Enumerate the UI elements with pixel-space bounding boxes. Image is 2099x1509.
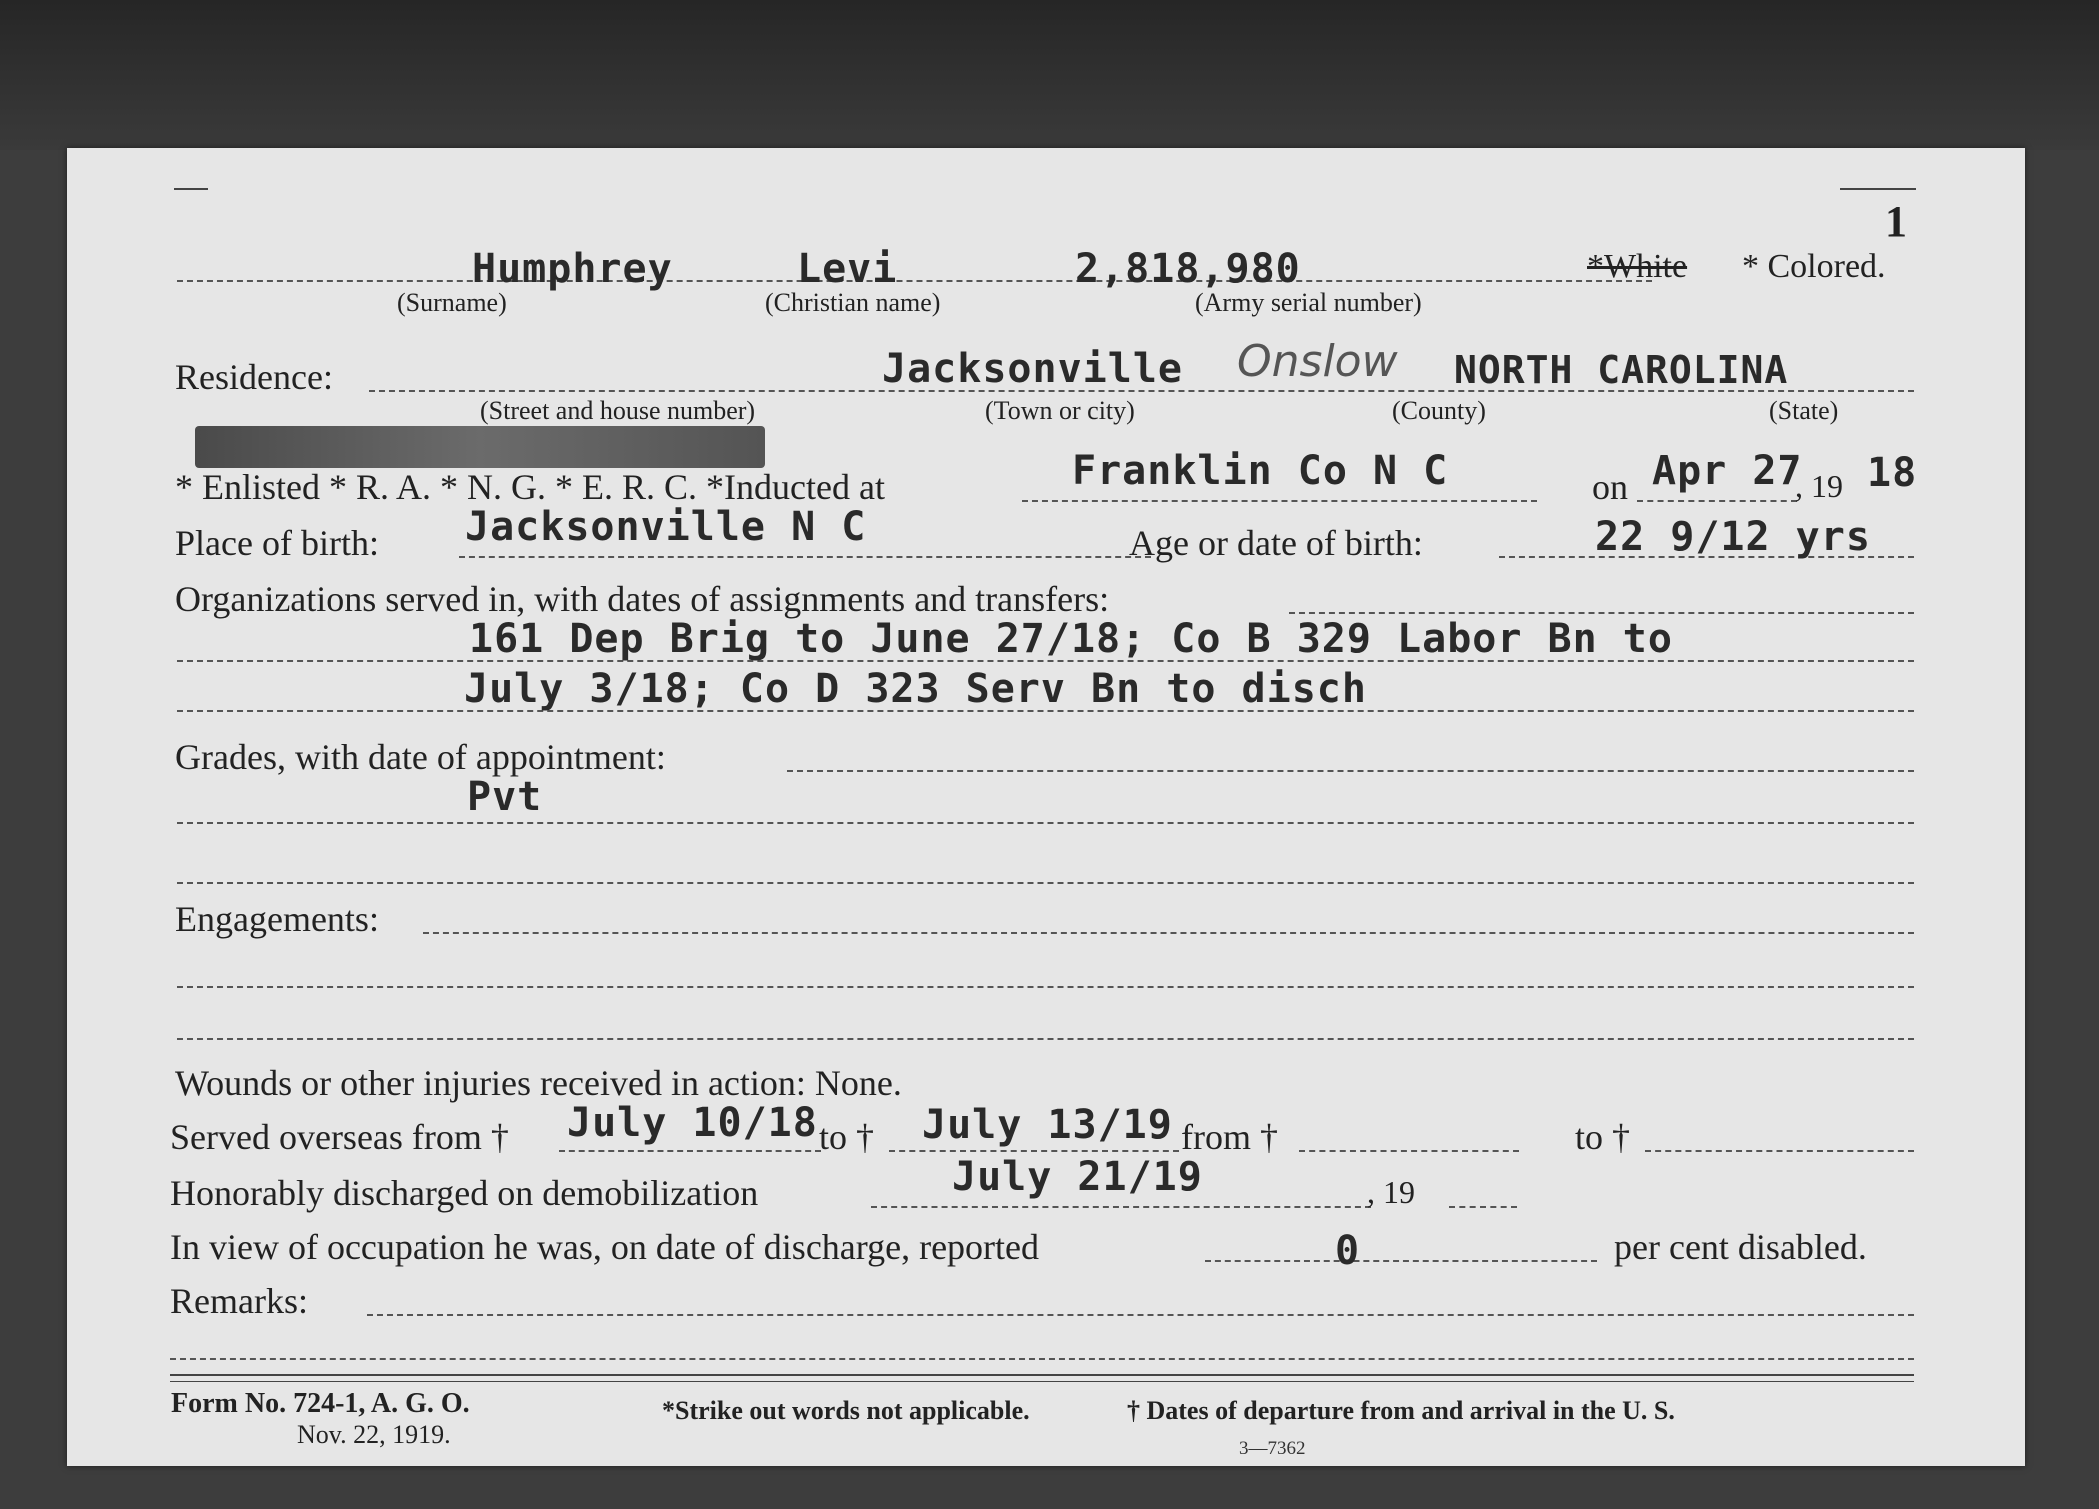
strike-note: *Strike out words not applicable.	[662, 1396, 1030, 1425]
engagements-line-2	[177, 1038, 1914, 1040]
overseas-to1-line	[889, 1150, 1179, 1152]
organizations-line2-text: July 3/18; Co D 323 Serv Bn to disch	[464, 666, 1367, 712]
footer-rule-bottom	[170, 1381, 1914, 1382]
service-record-card	[67, 148, 2025, 1466]
engagements-label: Engagements:	[175, 899, 379, 939]
remarks-line-0	[367, 1314, 1914, 1316]
disability-suffix: per cent disabled.	[1614, 1227, 1867, 1267]
organizations-line1-text: 161 Dep Brig to June 27/18; Co B 329 Labor Bn to	[469, 616, 1673, 662]
town-caption: (Town or city)	[985, 396, 1135, 425]
inducted-at-value: Franklin Co N C	[1072, 448, 1449, 494]
grades-value: Pvt	[467, 774, 543, 820]
race-white-label: *White	[1587, 248, 1688, 285]
age-label: Age or date of birth:	[1129, 523, 1423, 563]
discharge-year-prefix: , 19	[1367, 1174, 1415, 1210]
remarks-line-1	[170, 1358, 1914, 1360]
name-line	[177, 280, 1652, 282]
print-code: 3—7362	[1239, 1438, 1306, 1459]
overseas-to2-line	[1645, 1150, 1914, 1152]
enlistment-year-prefix: , 19	[1795, 468, 1843, 504]
county-caption: (County)	[1392, 396, 1486, 425]
overseas-from-label2: from †	[1181, 1117, 1278, 1157]
inducted-line	[1022, 500, 1537, 502]
discharge-label: Honorably discharged on demobilization	[170, 1173, 759, 1213]
footer-rule-top	[170, 1374, 1914, 1376]
birth-place-value: Jacksonville N C	[465, 504, 867, 550]
disability-label: In view of occupation he was, on date of discharge, reported	[170, 1227, 1040, 1267]
overseas-to-label1: to †	[819, 1117, 875, 1157]
serial-number-value: 2,818,980	[1075, 246, 1301, 292]
organizations-label: Organizations served in, with dates of assignments and transfers:	[175, 579, 1110, 619]
state-caption: (State)	[1769, 396, 1839, 425]
corner-mark-right	[1840, 188, 1916, 190]
enlistment-year-suffix: 18	[1867, 450, 1918, 496]
overseas-from1-value: July 10/18	[567, 1100, 818, 1146]
grades-line-1	[177, 822, 1914, 824]
street-caption: (Street and house number)	[480, 396, 756, 425]
discharge-year-line	[1449, 1206, 1517, 1208]
age-value: 22 9/12 yrs	[1595, 514, 1871, 560]
dates-note: † Dates of departure from and arrival in the U. S.	[1127, 1396, 1675, 1425]
residence-town: Jacksonville	[882, 346, 1183, 392]
discharge-date: July 21/19	[952, 1154, 1203, 1200]
overseas-to-label2: to †	[1575, 1117, 1631, 1157]
grades-line-2	[177, 882, 1914, 884]
overseas-from1-line	[559, 1150, 821, 1152]
discharge-date-line	[871, 1206, 1371, 1208]
race-colored-label: * Colored.	[1742, 248, 1886, 285]
enlistment-date: Apr 27	[1652, 448, 1803, 494]
form-number: Form No. 724-1, A. G. O.	[171, 1388, 470, 1419]
disability-line	[1205, 1260, 1597, 1262]
enlistment-label: * Enlisted * R. A. * N. G. * E. R. C. *Inducted at	[175, 467, 885, 507]
serial-caption: (Army serial number)	[1195, 288, 1422, 317]
residence-state: NORTH CAROLINA	[1454, 348, 1789, 392]
residence-label: Residence:	[175, 357, 333, 397]
page-number: 1	[1885, 197, 1907, 246]
remarks-label: Remarks:	[170, 1281, 308, 1321]
scanner-backdrop	[0, 0, 2099, 150]
grades-line-0	[787, 770, 1914, 772]
corner-mark-left	[174, 188, 208, 190]
christian-caption: (Christian name)	[765, 288, 941, 317]
disability-value: 0	[1335, 1228, 1361, 1274]
birth-place-label: Place of birth:	[175, 523, 379, 563]
organizations-line-0	[1289, 612, 1914, 614]
overseas-to1-value: July 13/19	[922, 1102, 1173, 1148]
engagements-line-0	[423, 932, 1914, 934]
residence-county: Onslow	[1237, 336, 1398, 387]
surname-caption: (Surname)	[397, 288, 507, 317]
wounds-text: Wounds or other injuries received in action: None.	[175, 1063, 902, 1103]
birth-place-line	[459, 556, 1151, 558]
engagements-line-1	[177, 986, 1914, 988]
redaction-mark	[195, 426, 765, 468]
christian-name-value: Levi	[797, 246, 898, 292]
overseas-label: Served overseas from †	[170, 1117, 509, 1157]
form-date: Nov. 22, 1919.	[297, 1420, 451, 1449]
surname-value: Humphrey	[472, 246, 673, 292]
on-label: on	[1592, 467, 1628, 507]
grades-label: Grades, with date of appointment:	[175, 737, 666, 777]
overseas-from2-line	[1299, 1150, 1519, 1152]
date-line	[1637, 500, 1797, 502]
